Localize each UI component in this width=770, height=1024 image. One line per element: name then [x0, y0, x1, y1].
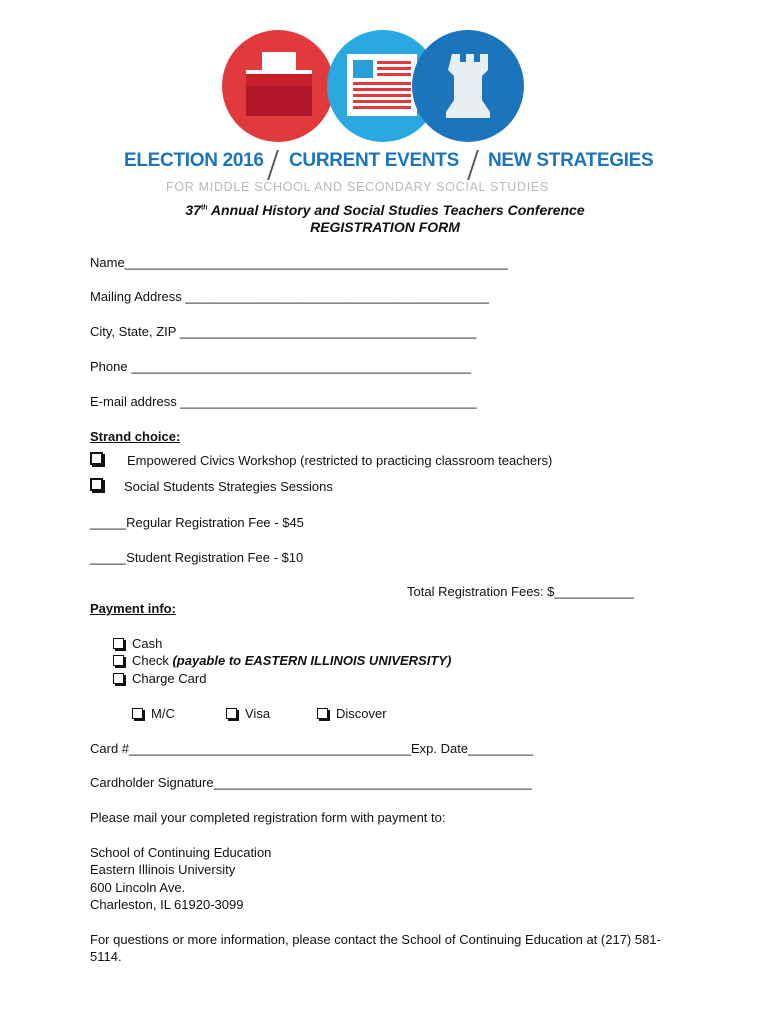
charge-card-option[interactable]	[113, 671, 206, 686]
conference-number-suffix: th	[200, 204, 208, 212]
checkbox-icon	[113, 655, 124, 666]
phone-field[interactable]: Phone _______________________________________________	[90, 359, 472, 374]
checkbox-icon	[113, 638, 124, 649]
banner	[124, 150, 654, 180]
banner-new-strategies: NEW STRATEGIES	[488, 150, 654, 171]
checkbox-icon	[226, 708, 237, 719]
total-fees-field[interactable]: Total Registration Fees: $___________	[407, 584, 634, 599]
banner-election: ELECTION 2016	[124, 150, 264, 171]
chess-rook-icon	[412, 30, 524, 142]
mc-option[interactable]	[132, 706, 175, 721]
mail-instruction: Please mail your completed registration form with payment to:	[90, 810, 446, 825]
charge-card-label: Charge Card	[132, 671, 207, 686]
visa-label: Visa	[245, 706, 271, 721]
checkbox-icon	[90, 478, 103, 491]
strand-option2-checkbox[interactable]	[90, 476, 103, 494]
contact-line-1: For questions or more information, please contact the School of Continuing Education at (217) 581-	[90, 932, 661, 947]
card-number-field[interactable]: Card #_______________________________________Exp. Date_________	[90, 741, 534, 756]
banner-current-events: CURRENT EVENTS	[289, 150, 459, 171]
mc-label: M/C	[151, 706, 175, 721]
regular-fee-field[interactable]: _____Regular Registration Fee - $45	[90, 515, 304, 530]
cardholder-signature-field[interactable]: Cardholder Signature____________________________________________	[90, 775, 532, 790]
form-title: REGISTRATION FORM	[310, 219, 460, 235]
ballot-box-icon	[222, 30, 334, 142]
contact-line-2: 5114.	[90, 949, 122, 964]
address-line-2: Eastern Illinois University	[90, 862, 236, 877]
discover-option[interactable]	[317, 706, 387, 721]
address-line-4: Charleston, IL 61920-3099	[90, 897, 244, 912]
email-field[interactable]: E-mail address _________________________________________	[90, 394, 477, 409]
banner-divider	[267, 150, 279, 180]
cash-label: Cash	[132, 636, 163, 651]
strand-option1-label: Empowered Civics Workshop (restricted to practicing classroom teachers)	[127, 453, 553, 468]
check-payable-note: (payable to EASTERN ILLINOIS UNIVERSITY)	[172, 653, 452, 668]
payment-info-label: Payment info:	[90, 601, 176, 616]
city-state-zip-field[interactable]: City, State, ZIP _________________________________________	[90, 324, 477, 339]
conference-title	[0, 202, 770, 218]
checkbox-icon	[317, 708, 328, 719]
check-option[interactable]	[113, 653, 451, 668]
student-fee-field[interactable]: _____Student Registration Fee - $10	[90, 550, 304, 565]
checkbox-icon	[132, 708, 143, 719]
strand-choice-label: Strand choice:	[90, 429, 181, 444]
address-line-3: 600 Lincoln Ave.	[90, 880, 186, 895]
banner-divider	[467, 150, 479, 180]
address-line-1: School of Continuing Education	[90, 845, 272, 860]
mailing-address-field[interactable]: Mailing Address __________________________________________	[90, 289, 490, 304]
conference-number: 37	[185, 202, 201, 218]
visa-option[interactable]	[226, 706, 270, 721]
strand-option1-checkbox[interactable]	[90, 450, 103, 468]
cash-option[interactable]	[113, 636, 162, 651]
name-field[interactable]: Name_____________________________________________________	[90, 255, 508, 270]
strand-option2-label: Social Students Strategies Sessions	[124, 479, 333, 494]
checkbox-icon	[113, 673, 124, 684]
check-label: Check	[132, 653, 173, 668]
discover-label: Discover	[336, 706, 387, 721]
checkbox-icon	[90, 452, 103, 465]
conference-name: Annual History and Social Studies Teachers Conference	[207, 202, 585, 218]
banner-subtitle: FOR MIDDLE SCHOOL AND SECONDARY SOCIAL STUDIES	[166, 180, 549, 194]
